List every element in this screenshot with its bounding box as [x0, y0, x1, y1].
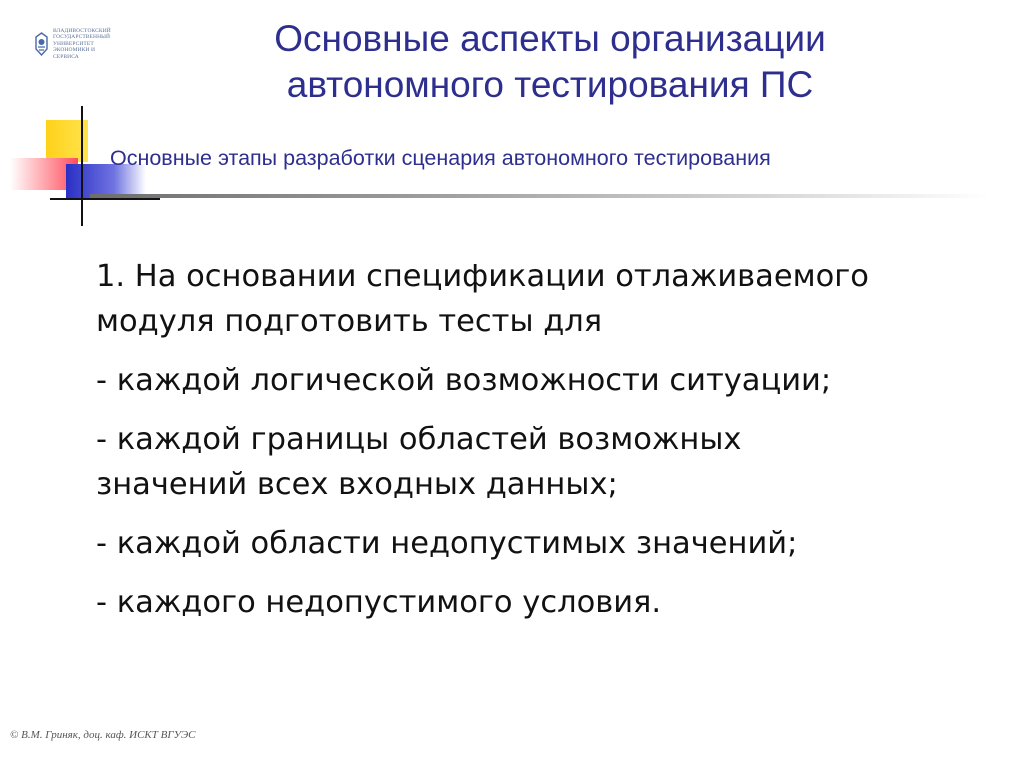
item-1-line-1: 1. На основании спецификации отлаживаемого [96, 259, 869, 294]
list-item [96, 358, 996, 403]
item-2: - каждой логической возможности ситуации; [96, 363, 832, 398]
title-line-1: Основные аспекты организации [274, 18, 826, 59]
logo-text: ВЛАДИВОСТОКСКИЙ ГОСУДАРСТВЕННЫЙ УНИВЕРСИТЕТ ЭКОНОМИКИ И СЕРВИСА [53, 28, 111, 60]
university-logo [34, 28, 134, 72]
university-emblem-icon [34, 32, 49, 56]
divider-line [90, 194, 990, 198]
item-4: - каждой области недопустимых значений; [96, 526, 798, 561]
item-3-line-2: значений всех входных данных; [96, 467, 618, 502]
title-line-2: автономного тестирования ПС [286, 64, 814, 105]
slide-subtitle: Основные этапы разработки сценария автономного тестирования [110, 146, 771, 170]
slide-body [96, 254, 996, 639]
list-item [96, 417, 996, 507]
list-item [96, 254, 996, 344]
list-item [96, 521, 996, 566]
item-5: - каждого недопустимого условия. [96, 585, 662, 620]
list-item [96, 580, 996, 625]
footer-copyright: © В.М. Гриняк, доц. каф. ИСКТ ВГУЭС [10, 729, 196, 741]
slide-title [150, 16, 950, 108]
item-3-line-1: - каждой границы областей возможных [96, 422, 742, 457]
item-1-line-2: модуля подготовить тесты для [96, 304, 603, 339]
